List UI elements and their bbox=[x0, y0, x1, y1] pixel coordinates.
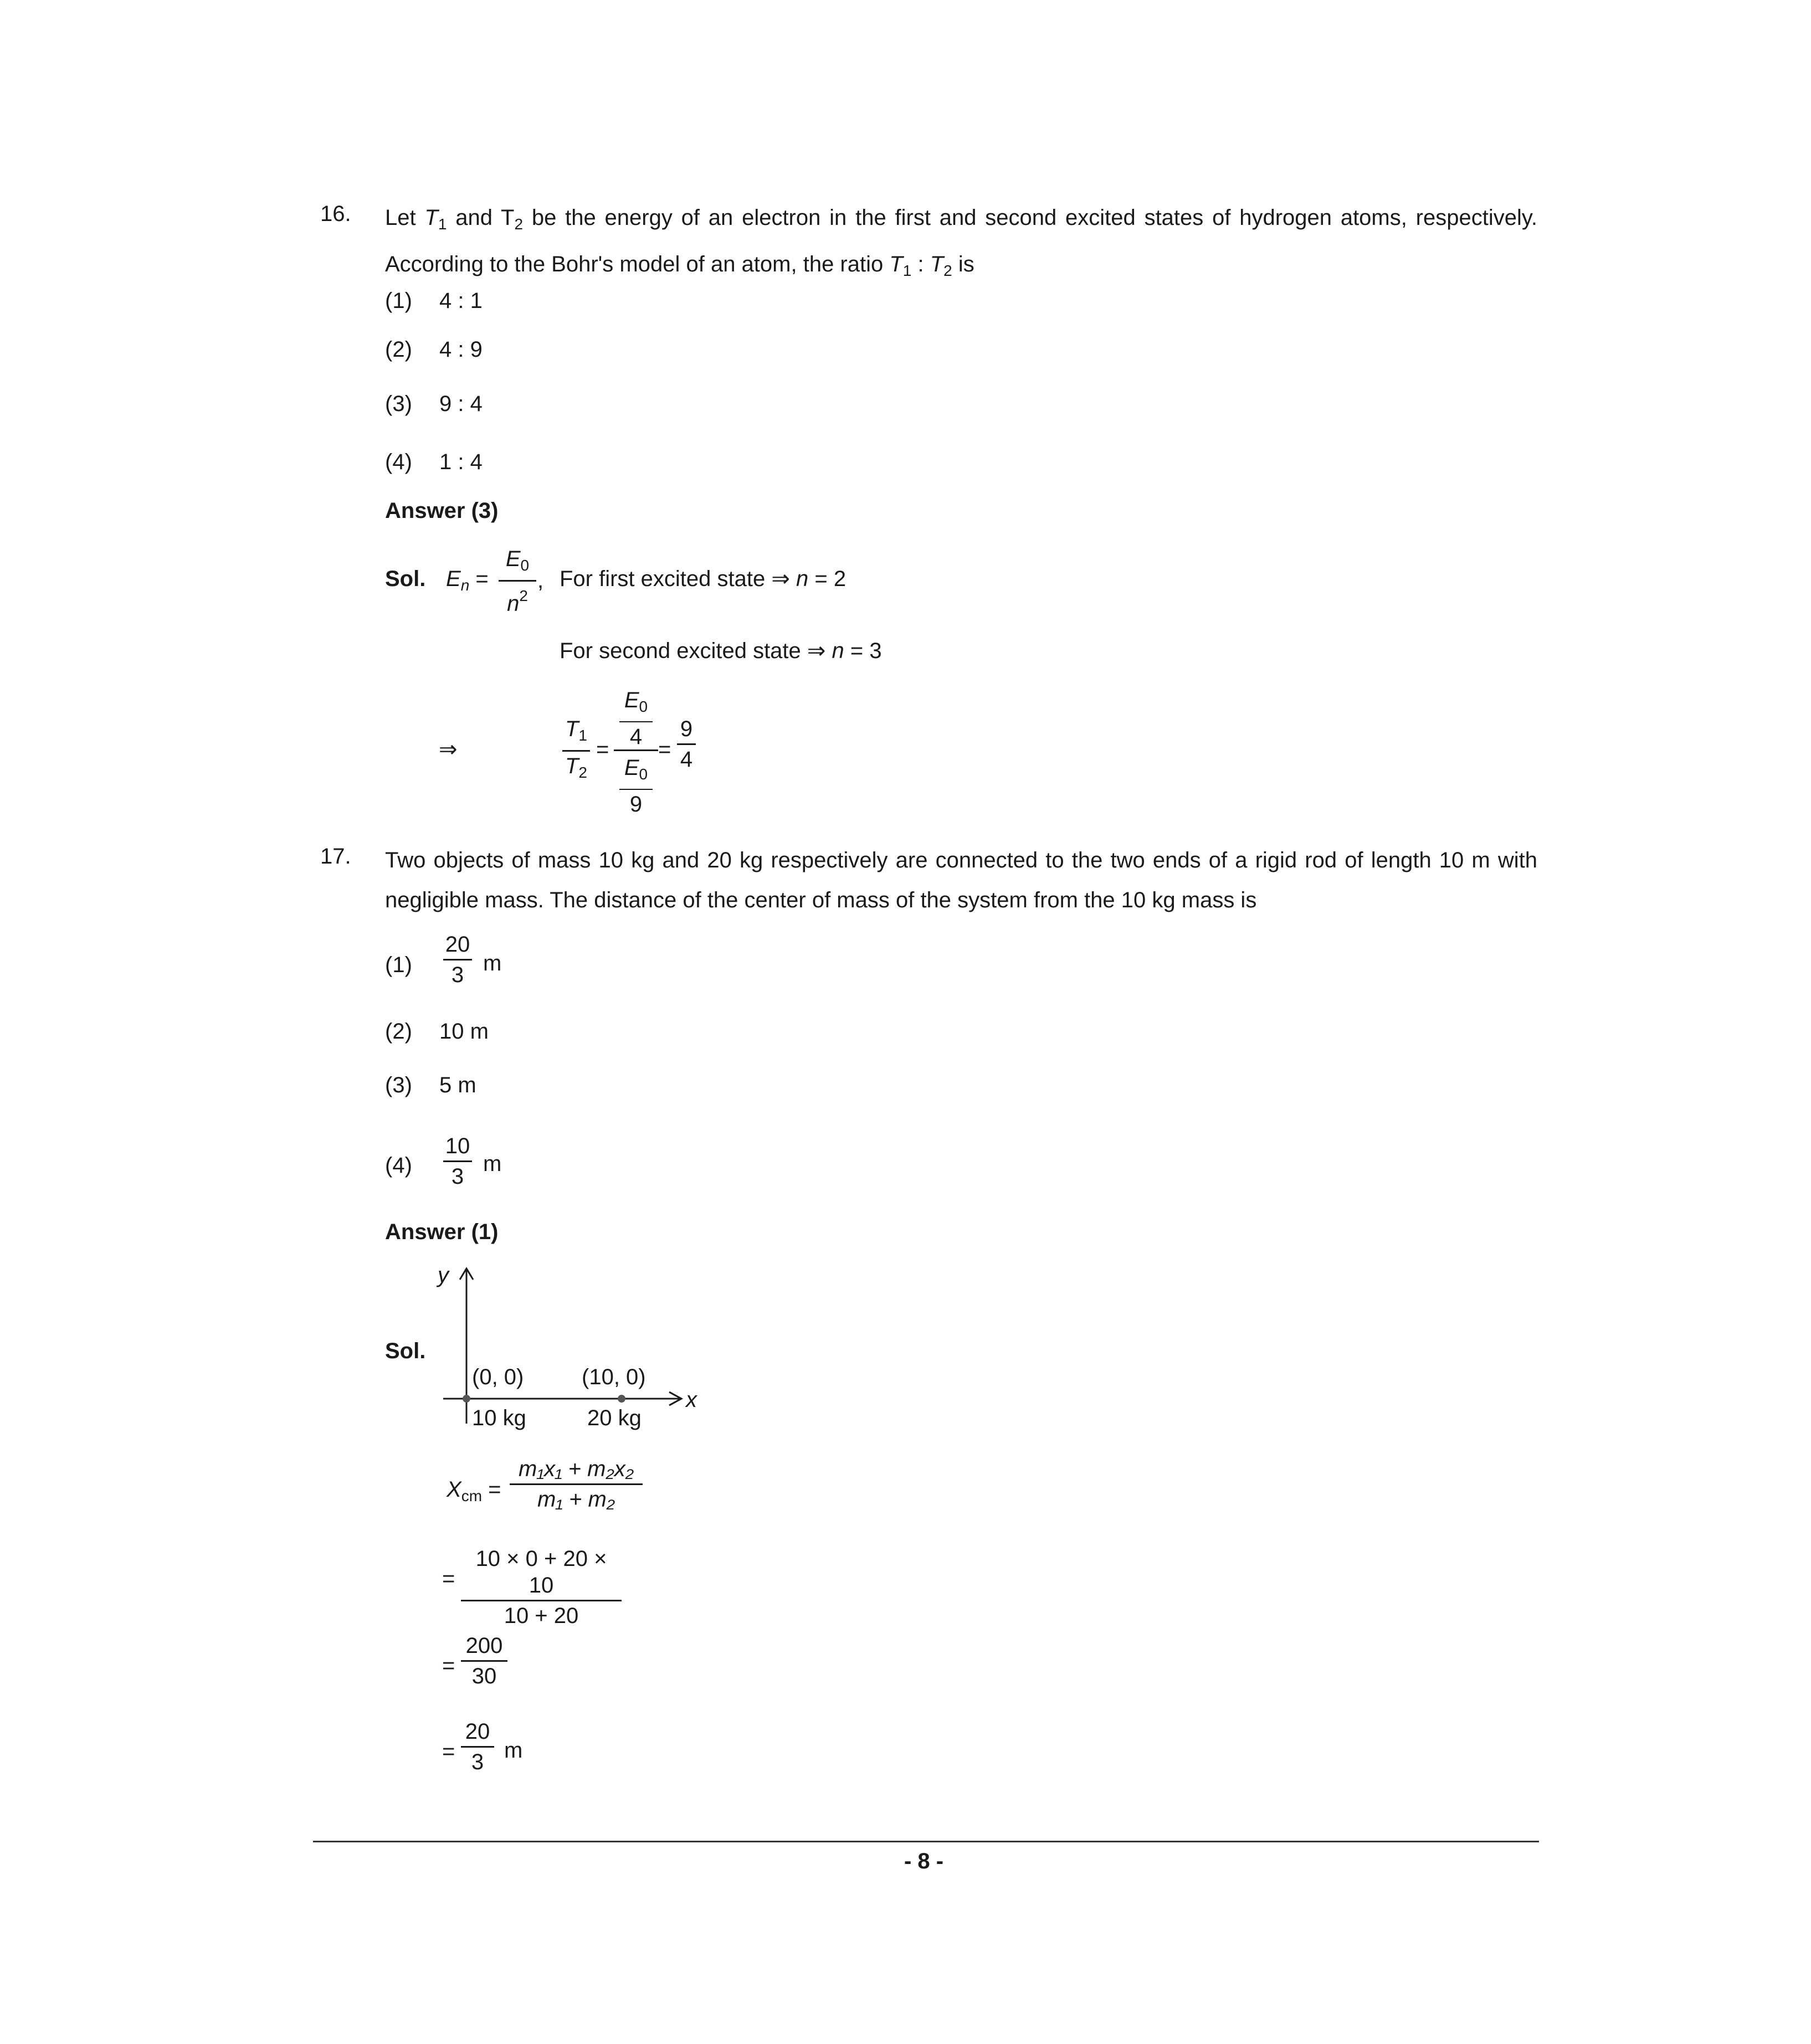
footer-rule bbox=[313, 1841, 1539, 1842]
q16-sol-compound-bottom: $E_0$ 9 bbox=[619, 754, 653, 818]
q17-calc-unit: m bbox=[504, 1738, 523, 1763]
q16-sol-en: $E_n$ = bbox=[446, 567, 489, 594]
q16-answer: Answer (3) bbox=[385, 499, 499, 523]
q16-text: Let $T_1$ and $T_2$ be the energy of an electron in the first and second excited states of hydrogen atoms, respectively. According to the Bohr's model of an atom, the ratio $T_1$ : $T_2$ is bbox=[385, 206, 1537, 279]
q16-sol-label: Sol. bbox=[385, 567, 426, 591]
q16-sol-eq3: = bbox=[658, 737, 671, 762]
q17-answer: Answer (1) bbox=[385, 1220, 499, 1244]
q17-text: Two objects of mass 10 kg and 20 kg respectively are connected to the two ends of a rigid rod of length 10 m with negligible mass. The distance of the center of mass of the system from the 10 kg mass is bbox=[385, 848, 1537, 912]
q16-option-2-label: (2) bbox=[385, 337, 412, 362]
q17-calc-fraction-3: 200 30 bbox=[461, 1632, 507, 1689]
q17-option-1-unit: m bbox=[483, 951, 502, 975]
q16-sol-compound-mainbar bbox=[614, 749, 658, 751]
q17-option-3-label: (3) bbox=[385, 1073, 412, 1097]
q17-calc-lhs: $X_{cm}$ = bbox=[447, 1477, 501, 1504]
q17-option-1-label: (1) bbox=[385, 953, 412, 977]
q17-option-2-label: (2) bbox=[385, 1019, 412, 1044]
q17-option-4-unit: m bbox=[483, 1152, 502, 1176]
mass-point-10kg bbox=[463, 1395, 470, 1403]
q17-mass-1-label: 10 kg bbox=[472, 1406, 526, 1430]
q16-sol-eq2: = bbox=[596, 737, 609, 762]
q16-option-2-value: 4 : 9 bbox=[439, 337, 483, 362]
q17-y-label: y bbox=[438, 1263, 449, 1287]
mass-point-20kg bbox=[618, 1395, 625, 1403]
q16-sol-ratio-fraction: $T_1$ $T_2$ bbox=[562, 716, 590, 786]
q16-sol-line1: For first excited state ⇒ n = 2 bbox=[560, 567, 846, 591]
q17-calc-eq-4: = bbox=[442, 1739, 455, 1764]
q17-calc-fraction-4: 20 3 bbox=[461, 1718, 494, 1775]
q16-option-4-label: (4) bbox=[385, 450, 412, 474]
q16-option-4-value: 1 : 4 bbox=[439, 450, 483, 474]
q16-sol-en-fraction: $E_0$ $n^2$ bbox=[499, 546, 536, 617]
q17-number: 17. bbox=[320, 844, 351, 869]
q17-option-2-value: 10 m bbox=[439, 1019, 489, 1044]
q16-option-1-label: (1) bbox=[385, 289, 412, 313]
q17-sol-label: Sol. bbox=[385, 1339, 426, 1363]
q16-option-1-value: 4 : 1 bbox=[439, 289, 483, 313]
q17-option-4-label: (4) bbox=[385, 1153, 412, 1178]
q16-number: 16. bbox=[320, 202, 351, 226]
q17-option-4-fraction: 10 3 bbox=[443, 1133, 472, 1190]
q17-calc-eq-3: = bbox=[442, 1653, 455, 1678]
q17-point-1-label: (0, 0) bbox=[472, 1365, 524, 1389]
q16-sol-compound-top: $E_0$ 4 bbox=[619, 687, 653, 750]
q17-calc-eq-2: = bbox=[442, 1567, 455, 1591]
q16-sol-result-fraction: 9 4 bbox=[677, 716, 696, 773]
q17-x-label: x bbox=[686, 1388, 697, 1412]
q17-calc-fraction-1: m₁x₁ + m₂x₂ m₁ + m₂ bbox=[510, 1456, 643, 1513]
q17-point-2-label: (10, 0) bbox=[582, 1365, 646, 1389]
q16-sol-line2: For second excited state ⇒ n = 3 bbox=[560, 639, 882, 663]
q16-option-3-label: (3) bbox=[385, 392, 412, 416]
page-number: - 8 - bbox=[904, 1849, 944, 1873]
q17-calc-fraction-2: 10 × 0 + 20 × 10 10 + 20 bbox=[461, 1545, 622, 1629]
q17-option-3-value: 5 m bbox=[439, 1073, 476, 1097]
q17-mass-2-label: 20 kg bbox=[587, 1406, 642, 1430]
q17-option-1-fraction: 20 3 bbox=[443, 931, 472, 988]
q16-option-3-value: 9 : 4 bbox=[439, 392, 483, 416]
q16-sol-comma: , bbox=[537, 568, 544, 593]
q16-sol-implies: ⇒ bbox=[439, 737, 458, 762]
